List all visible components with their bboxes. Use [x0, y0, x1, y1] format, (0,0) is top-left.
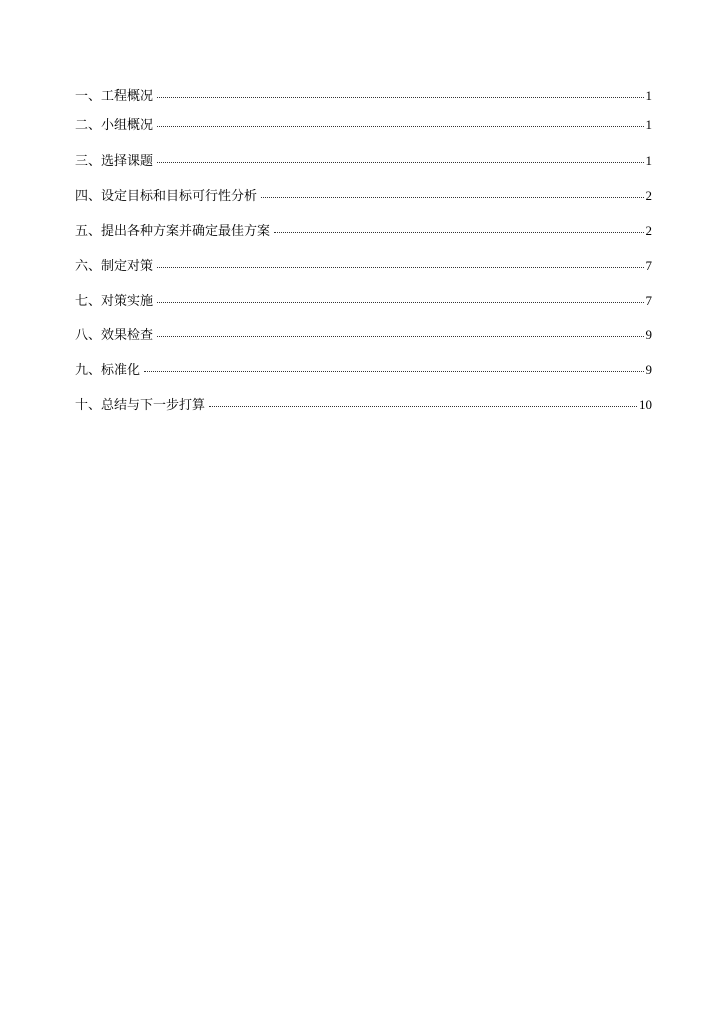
toc-dot-leader [157, 126, 643, 127]
toc-dot-leader [157, 336, 643, 337]
toc-entry-title: 二、小组概况 [75, 118, 154, 133]
toc-entry[interactable] [75, 87, 652, 105]
toc-entry[interactable] [75, 361, 652, 379]
toc-entry-title: 七、对策实施 [75, 293, 154, 309]
toc-entry-title: 六、制定对策 [75, 258, 154, 274]
toc-entry[interactable] [75, 222, 652, 240]
toc-entry-page: 1 [645, 153, 652, 168]
toc-entry-page: 1 [645, 88, 652, 103]
toc-dot-leader [157, 97, 643, 98]
toc-entry-page: 7 [645, 292, 652, 308]
toc-dot-leader [209, 406, 637, 407]
toc-entry-page: 7 [645, 257, 652, 273]
toc-entry[interactable] [75, 116, 652, 134]
toc-dot-leader [157, 302, 643, 303]
toc-entry[interactable] [75, 326, 652, 344]
toc-entry[interactable] [75, 187, 652, 205]
toc-dot-leader [144, 371, 643, 372]
toc-entry[interactable] [75, 396, 652, 414]
toc-entry-title: 十、总结与下一步打算 [75, 398, 206, 414]
table-of-contents [75, 87, 652, 431]
toc-dot-leader [157, 162, 643, 163]
toc-dot-leader [274, 232, 643, 233]
toc-entry-page: 10 [639, 397, 652, 413]
toc-entry[interactable] [75, 292, 652, 310]
toc-entry-page: 9 [645, 327, 652, 343]
toc-entry-page: 2 [645, 187, 652, 203]
toc-entry-title: 一、工程概况 [75, 89, 154, 104]
toc-entry-title: 五、提出各种方案并确定最佳方案 [75, 223, 271, 239]
toc-entry-page: 9 [645, 362, 652, 378]
toc-dot-leader [157, 267, 643, 268]
toc-entry-page: 2 [645, 222, 652, 238]
toc-entry[interactable] [75, 257, 652, 275]
toc-entry-title: 九、标准化 [75, 363, 141, 379]
toc-entry-page: 1 [645, 117, 652, 132]
toc-entry[interactable] [75, 152, 652, 170]
toc-entry-title: 四、设定目标和目标可行性分析 [75, 188, 258, 204]
toc-dot-leader [261, 197, 643, 198]
toc-entry-title: 三、选择课题 [75, 154, 154, 169]
toc-entry-title: 八、效果检查 [75, 328, 154, 344]
